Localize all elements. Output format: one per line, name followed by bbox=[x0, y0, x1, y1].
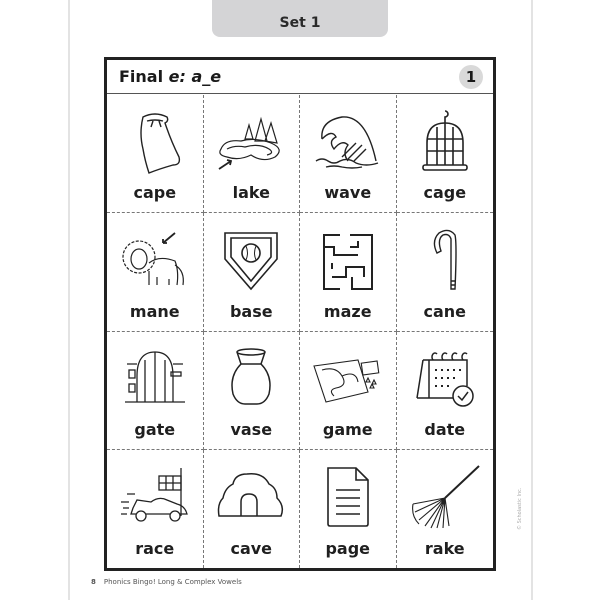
bingo-cell-race bbox=[107, 450, 204, 568]
page-footer bbox=[91, 578, 242, 586]
word-label: maze bbox=[323, 301, 372, 321]
board-game-icon bbox=[312, 346, 384, 416]
bingo-cell-vase bbox=[204, 332, 301, 450]
word-label: cage bbox=[423, 183, 467, 203]
bingo-cell-rake bbox=[397, 450, 494, 568]
title-emphasis: e: a_e bbox=[168, 67, 222, 86]
bingo-cell-wave bbox=[300, 95, 397, 213]
word-label: cave bbox=[230, 539, 273, 558]
baseball-base-icon bbox=[215, 227, 287, 297]
card-title bbox=[119, 67, 221, 86]
word-label: game bbox=[322, 419, 373, 439]
set-label: Set 1 bbox=[279, 15, 321, 31]
copyright-notice: © Scholastic Inc. bbox=[517, 487, 523, 530]
word-label: race bbox=[135, 539, 175, 558]
word-label: cane bbox=[423, 301, 467, 321]
word-label: gate bbox=[134, 419, 176, 439]
bingo-grid bbox=[107, 95, 493, 568]
bingo-card bbox=[104, 57, 496, 571]
bingo-cell-page bbox=[300, 450, 397, 568]
gate-icon bbox=[119, 346, 191, 416]
word-label: lake bbox=[232, 183, 270, 203]
race-car-icon bbox=[119, 464, 191, 534]
rake-icon bbox=[409, 464, 481, 534]
cage-icon bbox=[409, 109, 481, 179]
book-title: Phonics Bingo! Long & Complex Vowels bbox=[103, 578, 242, 586]
lake-icon bbox=[215, 109, 287, 179]
word-label: rake bbox=[424, 539, 465, 558]
word-label: mane bbox=[129, 301, 180, 321]
calendar-icon bbox=[409, 346, 481, 416]
bingo-cell-mane bbox=[107, 213, 204, 331]
cane-icon bbox=[409, 227, 481, 297]
bingo-cell-maze bbox=[300, 213, 397, 331]
bingo-cell-base bbox=[204, 213, 301, 331]
bingo-cell-cave bbox=[204, 450, 301, 568]
bingo-cell-cage bbox=[397, 95, 494, 213]
bingo-cell-cape bbox=[107, 95, 204, 213]
card-header bbox=[107, 60, 493, 94]
bingo-cell-lake bbox=[204, 95, 301, 213]
bingo-cell-gate bbox=[107, 332, 204, 450]
page-edge-right bbox=[531, 0, 533, 600]
maze-icon bbox=[312, 227, 384, 297]
page-edge-left bbox=[68, 0, 70, 600]
bingo-cell-game bbox=[300, 332, 397, 450]
word-label: date bbox=[424, 419, 466, 439]
cape-icon bbox=[119, 109, 191, 179]
cave-icon bbox=[215, 464, 287, 534]
set-tab bbox=[212, 0, 388, 37]
card-number-badge: 1 bbox=[459, 65, 483, 89]
vase-icon bbox=[215, 346, 287, 416]
word-label: wave bbox=[324, 183, 372, 203]
title-prefix: Final bbox=[119, 67, 169, 86]
word-label: base bbox=[229, 301, 273, 321]
page-number: 8 bbox=[91, 578, 96, 586]
wave-icon bbox=[312, 109, 384, 179]
bingo-cell-cane bbox=[397, 213, 494, 331]
page-icon bbox=[312, 464, 384, 534]
bingo-cell-date bbox=[397, 332, 494, 450]
word-label: page bbox=[325, 539, 371, 558]
word-label: vase bbox=[230, 419, 273, 439]
lion-mane-icon bbox=[119, 227, 191, 297]
word-label: cape bbox=[133, 183, 177, 203]
